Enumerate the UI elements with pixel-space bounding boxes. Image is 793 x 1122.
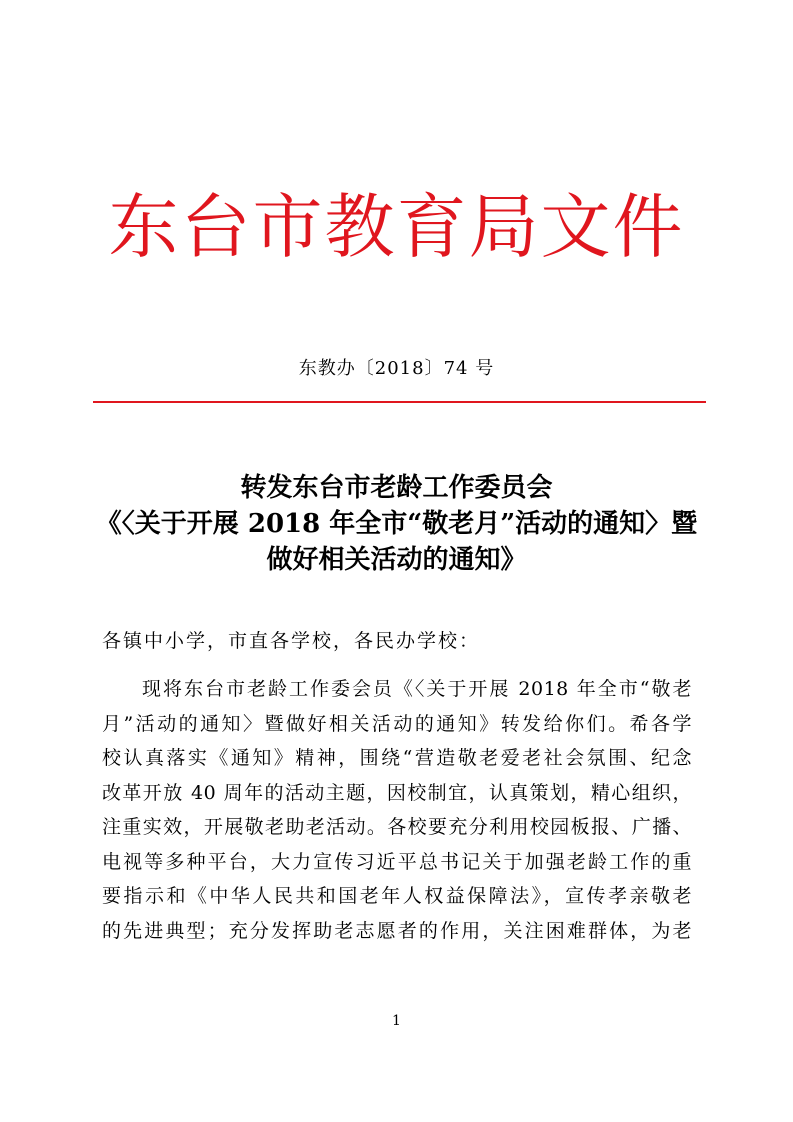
document-title <box>60 470 733 578</box>
body-line: 注重实效，开展敬老助老活动。各校要充分利用校园板报、广播、 <box>102 816 692 838</box>
document-number: 东教办〔2018〕74 号 <box>298 358 495 379</box>
body-line: 的先进典型；充分发挥助老志愿者的作用，关注困难群体，为老 <box>102 919 692 942</box>
body-line: 校认真落实《通知》精神，围绕“营造敬老爱老社会氛围、纪念 <box>102 747 692 769</box>
title-line-3: 做好相关活动的通知》 <box>266 545 527 575</box>
body-line: 改革开放 40 周年的活动主题，因校制宜，认真策划，精心组织， <box>102 781 692 804</box>
title-line-2: 《〈关于开展 2018 年全市“敬老月”活动的通知〉暨 <box>95 509 698 539</box>
document-header-title: 东台市教育局文件 <box>108 186 685 268</box>
body-line: 月”活动的通知〉暨做好相关活动的通知》转发给你们。希各学 <box>102 712 692 735</box>
salutation: 各镇中小学，市直各学校，各民办学校： <box>102 630 481 652</box>
body-paragraph <box>102 672 692 948</box>
body-line: 要指示和《中华人民共和国老年人权益保障法》，宣传孝亲敬老 <box>102 885 692 907</box>
body-line: 现将东台市老龄工作委会员《〈关于开展 2018 年全市“敬老 <box>142 678 692 700</box>
red-divider-line <box>93 401 706 403</box>
body-line: 电视等多种平台，大力宣传习近平总书记关于加强老龄工作的重 <box>102 850 692 873</box>
title-line-1: 转发东台市老龄工作委员会 <box>240 473 553 503</box>
page-number: 1 <box>392 1013 401 1029</box>
